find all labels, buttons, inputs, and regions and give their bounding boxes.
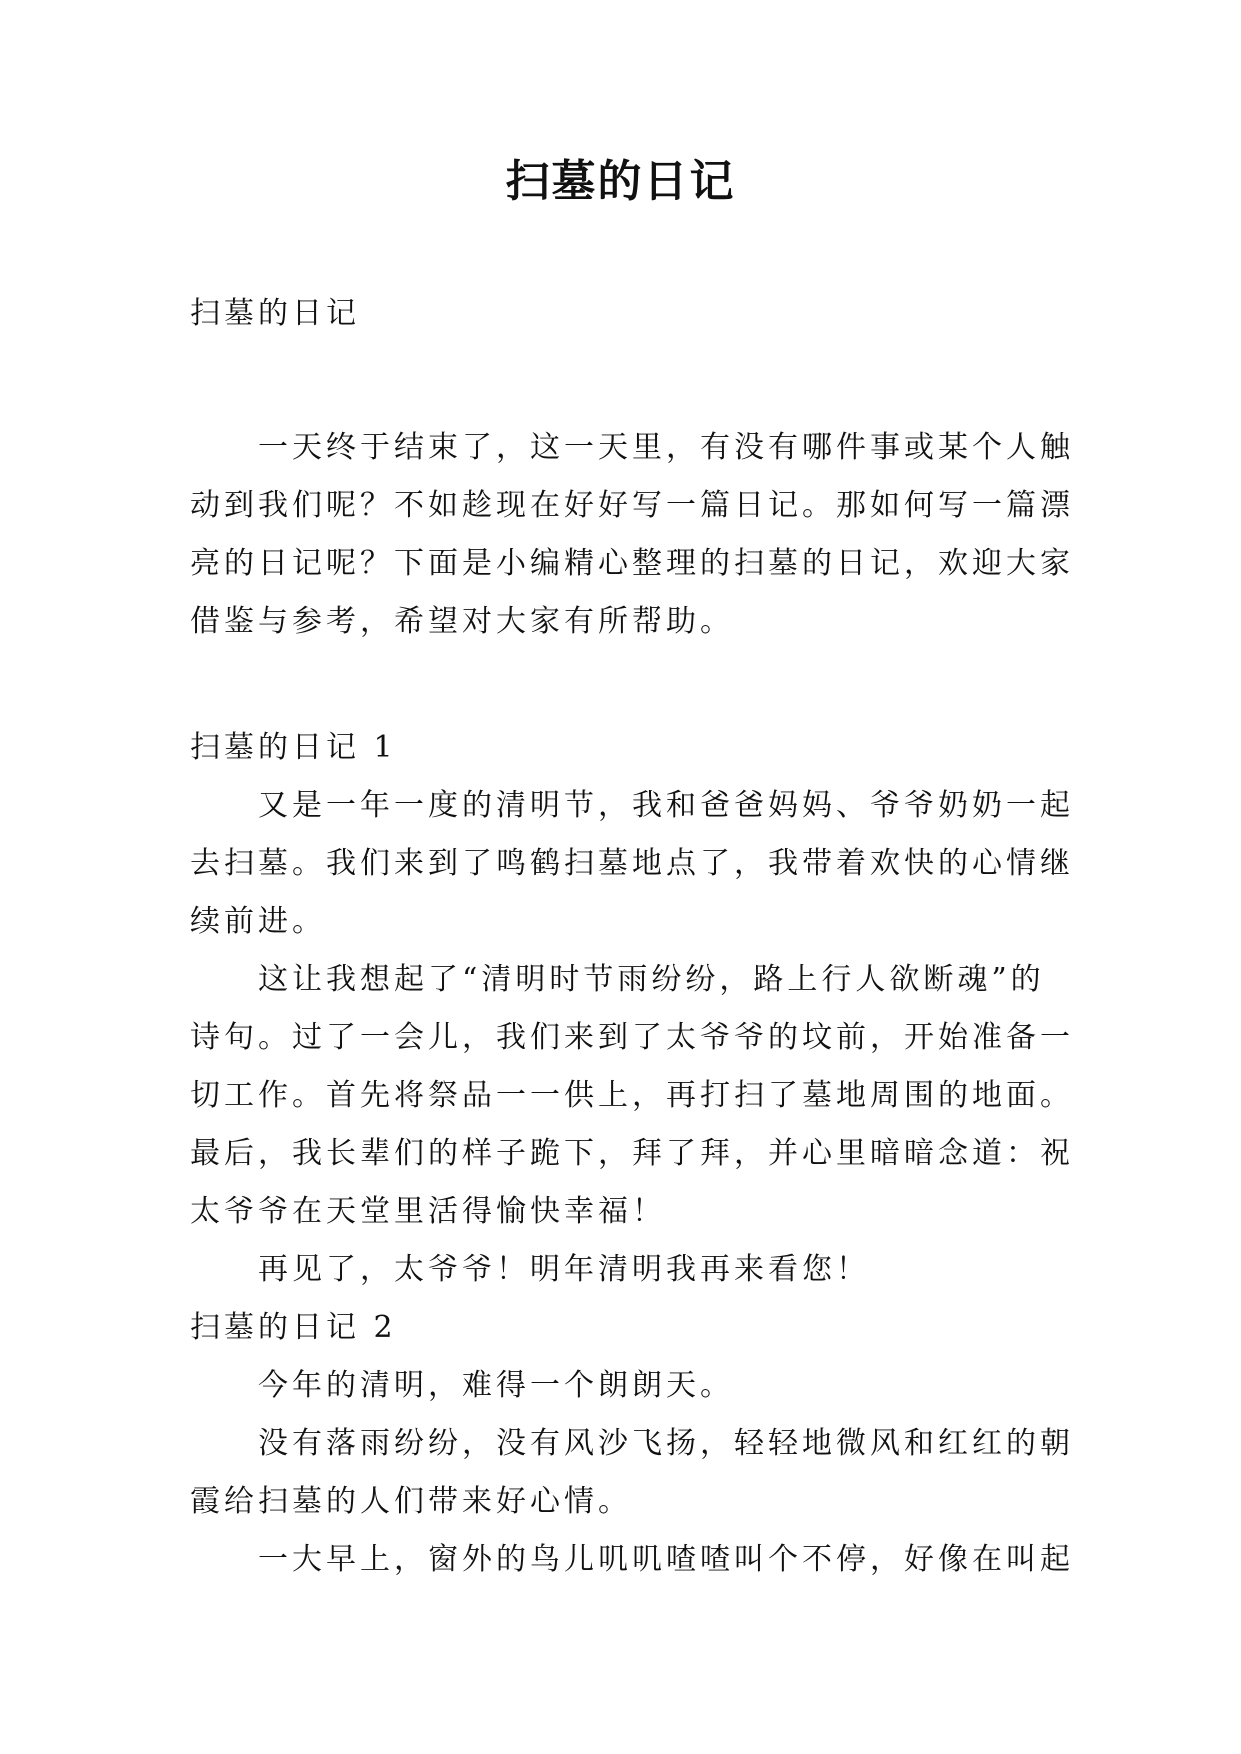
intro-paragraph bbox=[190, 419, 1074, 651]
spacer bbox=[190, 651, 1070, 719]
paragraph-line: 再见了，太爷爷！明年清明我再来看您！ bbox=[258, 1252, 870, 1287]
paragraph-line: 一大早上，窗外的鸟儿叽叽喳喳叫个不停，好像在叫起 bbox=[258, 1542, 1074, 1577]
spacer bbox=[190, 343, 1070, 419]
paragraph-line: 动到我们呢？不如趁现在好好写一篇日记。那如何写一篇漂 bbox=[190, 488, 1074, 523]
paragraph-line: 最后，我长辈们的样子跪下，拜了拜，并心里暗暗念道：祝 bbox=[190, 1136, 1074, 1171]
paragraph-line: 诗句。过了一会儿，我们来到了太爷爷的坟前，开始准备一 bbox=[190, 1020, 1074, 1055]
section-heading: 扫墓的日记 1 bbox=[190, 730, 397, 765]
section2-paragraph-1 bbox=[190, 1357, 1070, 1415]
paragraph-line: 一天终于结束了，这一天里，有没有哪件事或某个人触 bbox=[258, 430, 1074, 465]
subtitle-line: 扫墓的日记 bbox=[190, 296, 360, 331]
paragraph-line: 借鉴与参考，希望对大家有所帮助。 bbox=[190, 604, 734, 639]
paragraph-line: 没有落雨纷纷，没有风沙飞扬，轻轻地微风和红红的朝 bbox=[258, 1426, 1074, 1461]
paragraph-line: 太爷爷在天堂里活得愉快幸福！ bbox=[190, 1194, 666, 1229]
paragraph-line: 去扫墓。我们来到了鸣鹤扫墓地点了，我带着欢快的心情继 bbox=[190, 846, 1074, 881]
paragraph-line: 又是一年一度的清明节，我和爸爸妈妈、爷爷奶奶一起 bbox=[258, 788, 1074, 823]
paragraph-line: 这让我想起了“清明时节雨纷纷，路上行人欲断魂”的 bbox=[258, 962, 1045, 997]
document-body bbox=[190, 285, 1074, 1589]
paragraph-line: 亮的日记呢？下面是小编精心整理的扫墓的日记，欢迎大家 bbox=[190, 546, 1074, 581]
section1-paragraph-2 bbox=[190, 951, 1074, 1241]
section1-paragraph-1 bbox=[190, 777, 1074, 951]
paragraph-line: 今年的清明，难得一个朗朗天。 bbox=[258, 1368, 734, 1403]
paragraph-line: 霞给扫墓的人们带来好心情。 bbox=[190, 1484, 632, 1519]
section-heading: 扫墓的日记 2 bbox=[190, 1310, 397, 1345]
paragraph-line: 切工作。首先将祭品一一供上，再打扫了墓地周围的地面。 bbox=[190, 1078, 1074, 1113]
paragraph-line: 续前进。 bbox=[190, 904, 326, 939]
section1-paragraph-3 bbox=[190, 1241, 1070, 1299]
document-title: 扫墓的日记 bbox=[505, 156, 736, 207]
section2-paragraph-3 bbox=[190, 1531, 1074, 1589]
section2-paragraph-2 bbox=[190, 1415, 1074, 1531]
